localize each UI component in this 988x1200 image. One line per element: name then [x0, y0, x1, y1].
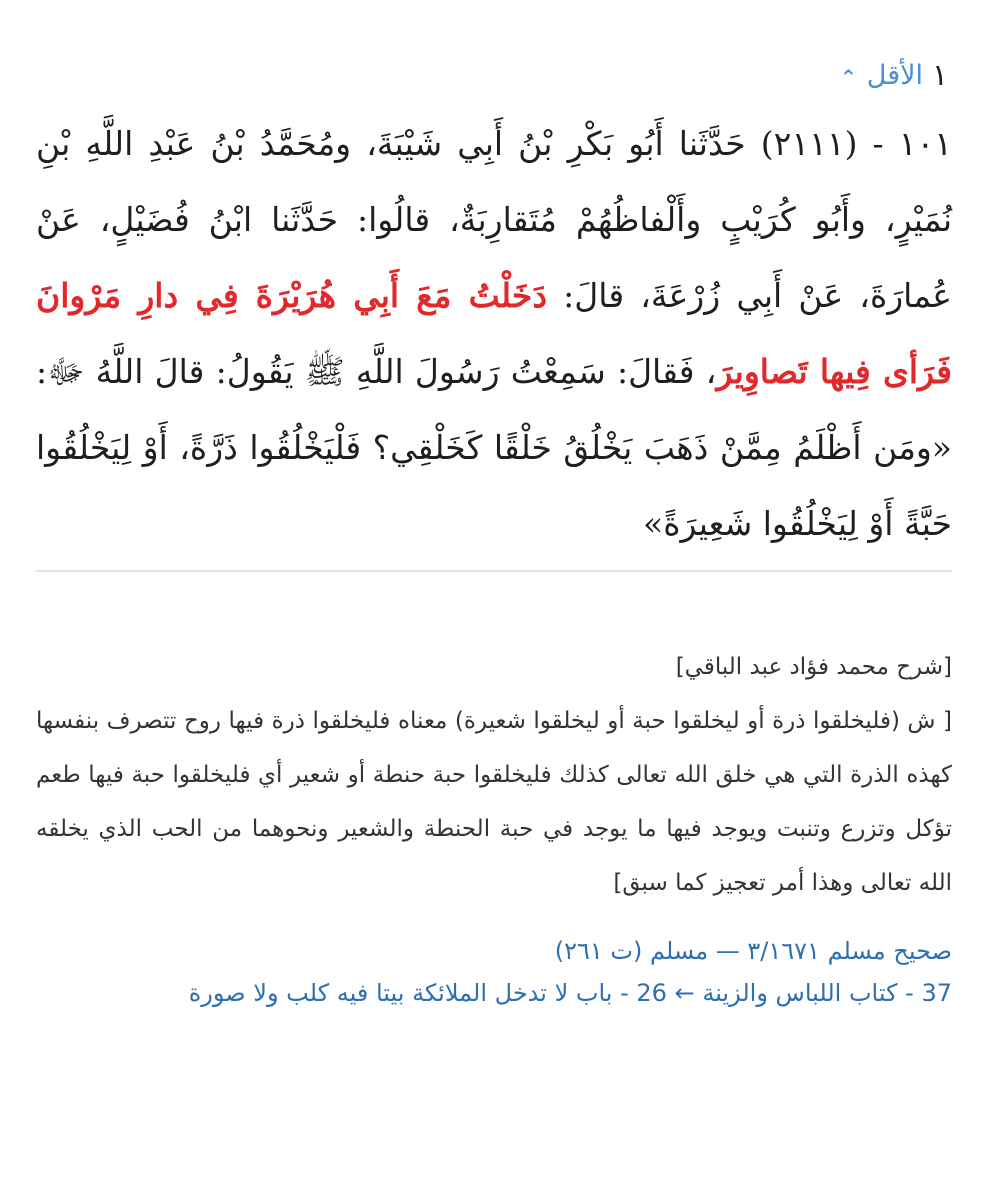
commentary-title: [شرح محمد فؤاد عبد الباقي]: [675, 654, 952, 680]
source-section: [36, 930, 952, 1014]
commentary-body: [ ش (فليخلقوا ذرة أو ليخلقوا حبة أو ليخلقوا شعيرة) معناه فليخلقوا ذرة فيها روح تتصرف بنفسها كهذه الذرة التي هي خلق الله تعالى كذلك فليخلقوا حبة حنطة أو شعير أي فليخلقوا حبة فيها طعم تؤكل وتزرع وتنبت ويوجد فيها ما يوجد في حبة الحنطة والشعير ونحوهما من الحب الذي يخلقه الله تعالى وهذا أمر تعجيز كما سبق]: [36, 708, 952, 896]
show-less-button[interactable]: [816, 60, 923, 91]
hadith-index: ١: [931, 57, 948, 93]
chevron-up-icon: ⌃: [840, 65, 857, 89]
hadith-header: [36, 44, 952, 106]
hadith-highlight: دَخَلْتُ مَعَ أَبِي هُرَيْرَةَ فِي دارِ مَرْوانَ فَرَأى فِيها تَصاوِيرَ: [36, 276, 952, 391]
hadith-isnad: ١٠١ - (٢١١١) حَدَّثَنا أَبُو بَكْرِ بْنُ أَبِي شَيْبَةَ، ومُحَمَّدُ بْنُ عَبْدِ اللَّهِ بْنِ نُمَيْرٍ، وأَبُو كُرَيْبٍ وأَلْفاظُهُمْ مُتَقارِبَةٌ، قالُوا: حَدَّثَنا ابْنُ فُضَيْلٍ، عَنْ عُمارَةَ، عَنْ أَبِي زُرْعَةَ، قالَ:: [36, 124, 952, 315]
source-chapter-link[interactable]: 37 - كتاب اللباس والزينة ← 26 - باب لا تدخل الملائكة بيتا فيه كلب ولا صورة: [188, 979, 952, 1007]
source-book-link[interactable]: صحيح مسلم ٣/١٦٧١ — مسلم (ت ٢٦١): [554, 937, 952, 965]
commentary-section: [36, 640, 952, 910]
section-divider: [36, 570, 952, 572]
show-less-label: الأقل: [866, 59, 924, 91]
hadith-text: [36, 106, 952, 562]
hadith-matn: ، فَقالَ: سَمِعْتُ رَسُولَ اللَّهِ ﷺ يَقُولُ: قالَ اللَّهُ ﷻ: «ومَن أَظْلَمُ مِمَّنْ ذَهَبَ يَخْلُقُ خَلْقًا كَخَلْقِي؟ فَلْيَخْلُقُوا ذَرَّةً، أَوْ لِيَخْلُقُوا حَبَّةً أَوْ لِيَخْلُقُوا شَعِيرَةً»: [36, 352, 952, 543]
